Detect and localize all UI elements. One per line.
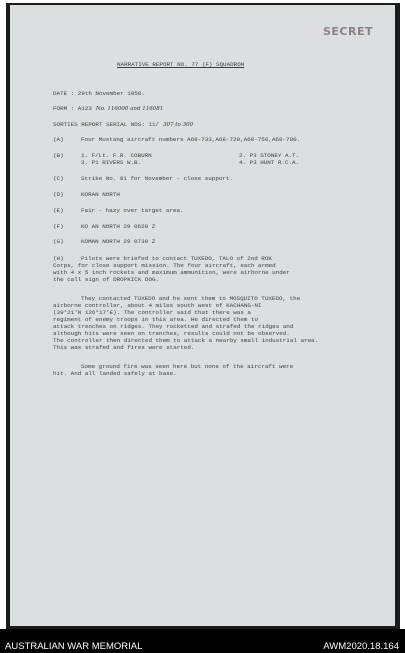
narrative-line-11: although hits were seen on trenches, results could not be observed. bbox=[53, 330, 290, 337]
narrative-line-9: regiment of enemy troops in this area. He directed them to bbox=[53, 316, 259, 323]
narrative-line-15: Some ground fire was seen here but none of the aircraft were bbox=[81, 363, 294, 370]
item-d-mark: (D) bbox=[53, 191, 64, 198]
pilot-1: 1. F/Lt. F.R. COBURN bbox=[81, 152, 152, 159]
narrative-line-7: airborne controller, about 4 miles south west of KACHANG-NI bbox=[53, 302, 262, 309]
item-g bbox=[53, 238, 155, 245]
pilot-3: 3. P1 RIVERS W.B. bbox=[81, 159, 142, 166]
item-a-text: Four Mustang aircraft numbers A68-733,A68-729,A68-756,A68-780. bbox=[81, 136, 301, 143]
narrative-line-2: Corps, for close support mission. The four aircraft, each armed bbox=[53, 262, 276, 269]
narrative-line-8: (39°21'N 126°17'E). The controller said that there was a bbox=[53, 309, 251, 316]
footer-source: AUSTRALIAN WAR MEMORIAL bbox=[5, 641, 143, 652]
narrative-line-16: hit. And all landed safely at base. bbox=[53, 370, 177, 377]
item-b-mark: (B) bbox=[53, 152, 64, 159]
footer-bar bbox=[0, 629, 405, 653]
sorties-line bbox=[53, 121, 193, 129]
narrative-line-1: Pilots were briefed to contact TUXEDO, TALO of 2nd ROK bbox=[81, 255, 272, 262]
document-page bbox=[10, 5, 395, 626]
item-g-mark: (G) bbox=[53, 238, 64, 245]
secret-stamp: SECRET bbox=[323, 25, 373, 38]
date-text: DATE : 29th November 1950. bbox=[53, 90, 145, 97]
item-d-text: KORAN NORTH bbox=[81, 191, 120, 198]
sorties-text: SORTIES REPORT SERIAL NOS: 11/ bbox=[53, 121, 160, 128]
pilot-2: 2. P3 STONEY A.T. bbox=[239, 152, 300, 159]
narrative-line-12: The controller then directed them to attack a nearby small industrial area. bbox=[53, 337, 319, 344]
item-g-text: KOMAN NORTH 29 0730 Z bbox=[81, 238, 156, 245]
item-c bbox=[53, 175, 233, 182]
sorties-handwritten-note: 307 to 300 bbox=[163, 122, 194, 128]
item-e-text: Fair - hazy over target area. bbox=[81, 207, 184, 214]
pilot-4: 4. P3 HUNT R.C.A. bbox=[239, 159, 300, 166]
item-a-mark: (A) bbox=[53, 136, 64, 143]
narrative-line-3: with 4 x 5 inch rockets and maximum ammunition, were airborne under bbox=[53, 269, 290, 276]
item-f-mark: (F) bbox=[53, 223, 64, 230]
item-a bbox=[53, 136, 300, 143]
item-d bbox=[53, 191, 120, 198]
narrative-line-4: the call sign of DROPKICK DOG. bbox=[53, 276, 160, 283]
date-line bbox=[53, 90, 145, 97]
form-handwritten-note: No. 116000 and 116081 bbox=[95, 106, 164, 112]
narrative-line-13: This was strafed and fires were started. bbox=[53, 344, 195, 351]
form-text: FORM : A123 bbox=[53, 105, 92, 112]
narrative-line-6: They contacted TUXEDO and he sent them to MOSQUITO TUXEDO, the bbox=[81, 295, 301, 302]
narrative-line-10: attack trenches on ridges. They rocketted and strafed the ridges and bbox=[53, 323, 294, 330]
item-e bbox=[53, 207, 184, 214]
item-c-mark: (C) bbox=[53, 175, 64, 182]
item-e-mark: (E) bbox=[53, 207, 64, 214]
form-line bbox=[53, 105, 163, 113]
footer-accession-id: AWM2020.18.164 bbox=[323, 641, 399, 652]
item-c-text: Strike No. 81 for November - close support. bbox=[81, 175, 234, 182]
item-h-mark: (H) bbox=[53, 255, 64, 262]
item-b-row-2 bbox=[53, 159, 300, 166]
item-f bbox=[53, 223, 155, 230]
item-f-text: KO AN NORTH 29 0620 Z bbox=[81, 223, 156, 230]
report-heading: NARRATIVE REPORT NO. 77 (F) SQUADRON bbox=[117, 61, 245, 68]
report-body bbox=[10, 5, 395, 626]
item-b-row-1 bbox=[53, 152, 300, 159]
